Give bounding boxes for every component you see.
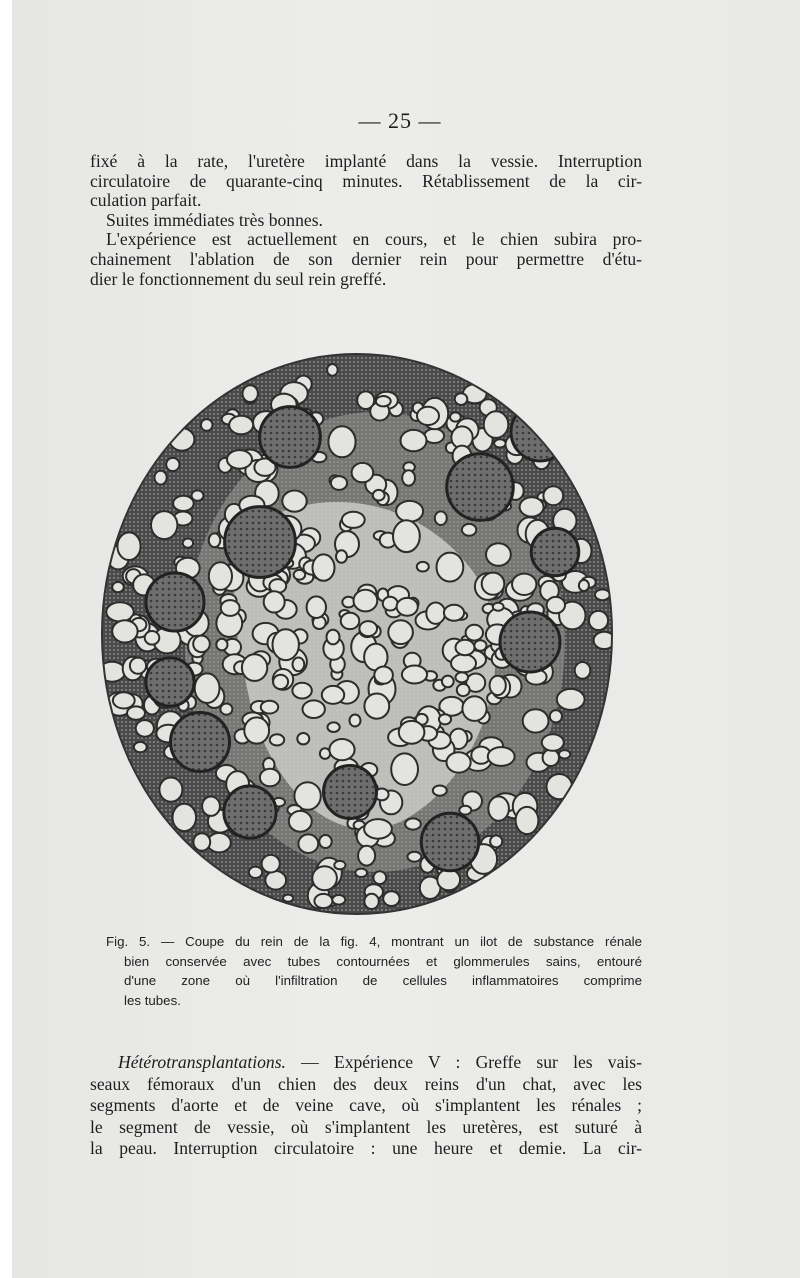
tubule-cell <box>112 620 137 642</box>
tubule-cell <box>557 689 585 710</box>
text-line: chainement l'ablation de son dernier rein pour permettre d'étu- <box>90 248 642 269</box>
tubule-cell <box>444 605 464 621</box>
text-line <box>90 1052 642 1074</box>
tubule-cell <box>282 491 306 512</box>
tubule-cell <box>462 524 476 536</box>
tubule-cell <box>193 833 210 851</box>
tubule-cell <box>221 600 240 616</box>
tubule-cell <box>456 640 475 655</box>
tubule-cell <box>242 654 267 681</box>
tubule-cell <box>393 520 420 552</box>
glomerulus <box>225 507 296 578</box>
tubule-cell <box>373 490 385 501</box>
tubule-cell <box>542 734 564 751</box>
tubule-cell <box>127 706 145 719</box>
tubule-cell <box>396 501 423 522</box>
tubule-cell <box>383 597 398 611</box>
tubule-cell <box>312 866 337 890</box>
tubule-cell <box>270 734 284 745</box>
tubule-cell <box>547 774 573 799</box>
tubule-cell <box>134 742 147 752</box>
tubule-cell <box>294 570 306 580</box>
tubule-cell <box>173 804 197 831</box>
text-line: fixé à la rate, l'uretère implanté dans la vessie. Interruption <box>90 151 642 171</box>
tubule-cell <box>402 470 415 485</box>
glomerulus <box>511 403 569 461</box>
glomerulus <box>146 658 194 706</box>
tubule-cell <box>359 621 377 636</box>
tubule-cell <box>462 696 486 721</box>
tubule-cell <box>559 750 570 758</box>
tubule-cell <box>192 490 204 500</box>
section-heading: Hétérotransplantations. <box>118 1052 286 1072</box>
tubule-cell <box>589 611 608 630</box>
paragraph-bottom <box>90 1052 642 1160</box>
tubule-cell <box>202 797 220 816</box>
tubule-cell <box>216 639 227 651</box>
tubule-cell <box>352 463 374 482</box>
tubule-cell <box>512 574 536 595</box>
tubule-cell <box>327 630 340 645</box>
glomerulus <box>421 813 478 870</box>
tubule-cell <box>113 692 135 708</box>
tubule-cell <box>283 895 293 902</box>
tubule-cell <box>442 676 454 688</box>
tubule-cell <box>298 834 318 853</box>
tubule-cell <box>459 806 471 815</box>
tubule-cell <box>273 629 299 660</box>
tubule-cell <box>265 871 286 890</box>
tubule-cell <box>261 701 278 714</box>
tubule-cell <box>297 733 309 744</box>
tubule-cell <box>183 539 193 548</box>
tubule-cell <box>273 675 288 689</box>
tubule-cell <box>322 686 344 704</box>
tubule-cell <box>227 450 252 469</box>
tubule-cell <box>482 573 505 595</box>
tubule-cell <box>373 871 386 884</box>
caption-line: les tubes. <box>124 992 181 1008</box>
tubule-cell <box>401 430 427 451</box>
tubule-cell <box>229 416 253 435</box>
tubule-cell <box>435 511 447 525</box>
text-line: segments d'aorte et de veine cave, où s'implantent les rénales ; <box>90 1095 642 1115</box>
tubule-cell <box>136 720 154 737</box>
tubule-cell <box>466 625 483 641</box>
caption-line: d'une zone où l'infiltration de cellules inflammatoires comprime <box>124 973 642 988</box>
tubule-cell <box>354 590 378 612</box>
tubule-cell <box>145 631 160 645</box>
tubule-cell <box>209 533 221 547</box>
tubule-cell <box>244 717 269 743</box>
figure-caption <box>106 932 642 1010</box>
tubule-cell <box>494 439 506 447</box>
tubule-cell <box>292 683 311 699</box>
glomerulus <box>324 766 377 819</box>
tubule-cell <box>579 580 589 591</box>
tubule-cell <box>439 714 451 724</box>
tubule-cell <box>376 396 391 406</box>
tubule-cell <box>383 891 399 906</box>
text-line: la peau. Interruption circulatoire : une heure et demie. La cir- <box>90 1138 642 1158</box>
text-line: Suites immédiates très bonnes. <box>106 209 323 230</box>
tubule-cell <box>327 364 338 376</box>
tubule-cell <box>486 543 511 566</box>
text-line: dier le fonctionnement du seul rein greffé. <box>90 268 387 289</box>
tubule-cell <box>249 867 262 878</box>
tubule-cell <box>350 715 361 727</box>
tubule-cell <box>319 835 331 848</box>
tubule-cell <box>264 591 285 612</box>
tubule-cell <box>488 747 515 766</box>
tubule-cell <box>543 486 563 505</box>
glomerulus <box>146 573 204 631</box>
tubule-cell <box>260 769 280 787</box>
glomerulus <box>171 713 230 772</box>
tubule-cell <box>397 598 418 616</box>
text-line: L'expérience est actuellement en cours, et le chien subira pro- <box>106 229 642 250</box>
tubule-cell <box>455 393 468 405</box>
tubule-cell <box>342 512 365 528</box>
tubule-cell <box>523 709 549 732</box>
tubule-cell <box>474 640 486 651</box>
text-line: culation parfait. <box>90 190 202 211</box>
tubule-cell <box>130 658 146 674</box>
tubule-cell <box>289 811 312 832</box>
text-fragment: — Expérience V : Greffe sur les vais- <box>285 1052 642 1072</box>
tubule-cell <box>358 846 375 866</box>
tubule-cell <box>173 496 194 511</box>
text-line: seaux fémoraux d'un chien des deux reins d'un chat, avec les <box>90 1073 642 1094</box>
tubule-cell <box>314 894 332 908</box>
tubule-cell <box>355 869 367 877</box>
tubule-cell <box>334 861 345 869</box>
caption-line: bien conservée avec tubes contournées et glommerules sains, entouré <box>124 953 642 969</box>
tubule-cell <box>550 710 562 722</box>
glomerulus <box>260 407 321 468</box>
tubule-cell <box>575 662 591 679</box>
tubule-cell <box>243 385 258 402</box>
tubule-cell <box>332 895 345 905</box>
tubule-cell <box>364 819 392 839</box>
tubule-cell <box>293 658 305 672</box>
tubule-cell <box>490 676 506 695</box>
tubule-cell <box>451 654 476 672</box>
tubule-cell <box>426 603 445 624</box>
tubule-cell <box>484 411 509 438</box>
tubule-cell <box>201 419 213 431</box>
tubule-cell <box>405 818 421 829</box>
tubule-cell <box>547 597 565 613</box>
tubule-cell <box>402 666 427 684</box>
tubule-cell <box>388 620 413 644</box>
tubule-cell <box>543 749 559 766</box>
text-line: circulatoire de quarante-cinq minutes. Rétablissement de la cir- <box>90 170 642 191</box>
tubule-cell <box>313 554 335 580</box>
tubule-cell <box>493 603 504 611</box>
tubule-cell <box>457 684 470 696</box>
tubule-cell <box>220 704 232 715</box>
tubule-cell <box>516 807 539 834</box>
tubule-cell <box>357 391 374 409</box>
tubule-cell <box>437 553 464 582</box>
tubule-cell <box>195 673 220 703</box>
caption-line: Fig. 5. — Coupe du rein de la fig. 4, montrant un ilot de substance rénale <box>106 934 642 949</box>
tubule-cell <box>328 426 355 457</box>
tubule-cell <box>166 458 179 471</box>
text-line: le segment de vessie, où s'implantent les uretères, est suturé à <box>90 1116 642 1137</box>
tubule-cell <box>112 582 124 592</box>
tubule-cell <box>391 753 418 785</box>
paragraph-top <box>90 152 642 289</box>
tubule-cell <box>155 471 167 485</box>
kidney-section-figure <box>100 352 615 917</box>
scan-margin <box>0 0 12 1278</box>
tubule-cell <box>433 786 447 796</box>
tubule-cell <box>456 672 469 682</box>
tubule-cell <box>488 796 509 820</box>
tubule-cell <box>209 562 232 590</box>
tubule-cell <box>364 694 389 719</box>
glomerulus <box>500 612 560 672</box>
tubule-cell <box>331 476 347 490</box>
tubule-cell <box>336 550 347 563</box>
tubule-cell <box>399 721 425 744</box>
tubule-cell <box>520 497 544 516</box>
tubule-cell <box>303 700 325 718</box>
tubule-cell <box>437 869 460 890</box>
tubule-cell <box>159 778 182 802</box>
glomerulus <box>447 454 514 521</box>
tubule-cell <box>193 636 210 653</box>
tubule-cell <box>490 835 502 847</box>
tubule-cell <box>450 412 461 421</box>
tubule-cell <box>117 532 140 560</box>
page-number: — 25 — <box>358 108 442 133</box>
tubule-cell <box>307 596 326 618</box>
tubule-cell <box>151 511 177 539</box>
tubule-cell <box>417 407 439 425</box>
tubule-cell <box>447 752 471 772</box>
tubule-cell <box>329 739 354 760</box>
tubule-cell <box>341 613 360 629</box>
tubule-cell <box>417 562 429 572</box>
tubule-cell <box>328 722 340 732</box>
glomerulus <box>224 786 276 838</box>
tubule-cell <box>595 589 610 600</box>
tubule-cell <box>262 855 280 873</box>
tubule-cell <box>408 852 422 862</box>
tubule-cell <box>374 667 393 684</box>
glomerulus <box>531 528 578 575</box>
tubule-cell <box>364 894 378 909</box>
